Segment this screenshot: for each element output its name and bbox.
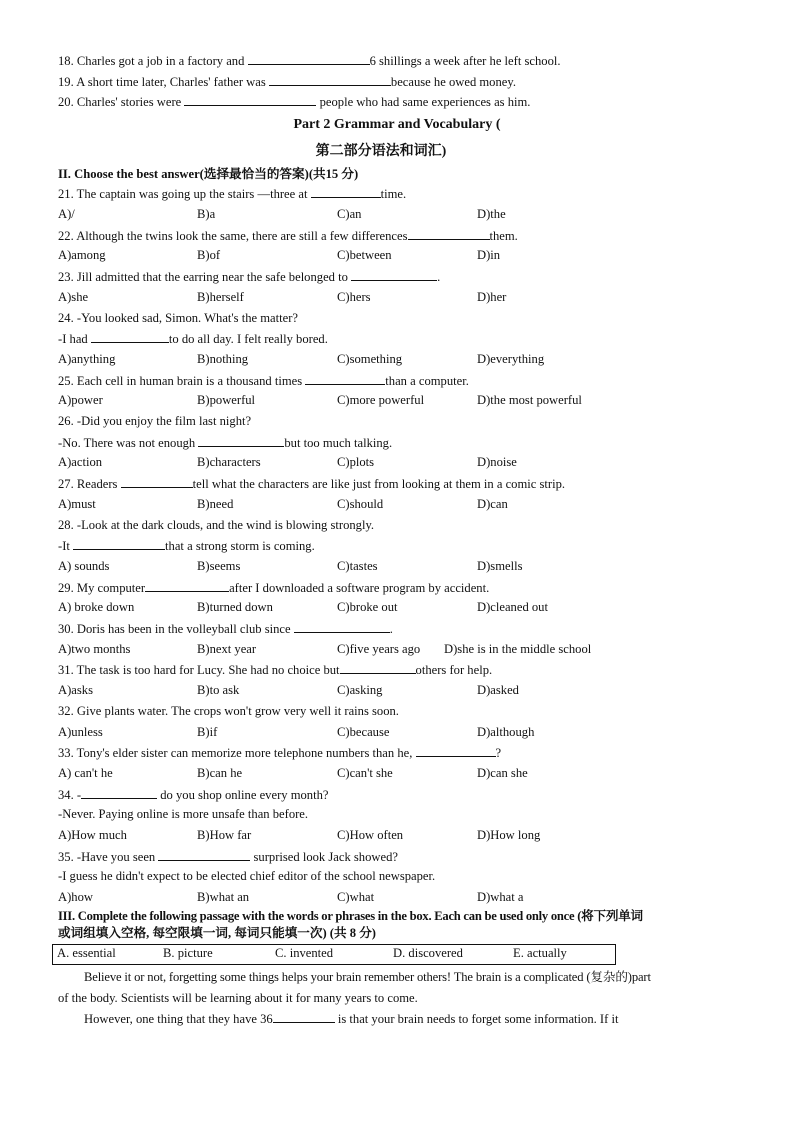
question-26-option-a[interactable]: A)action — [58, 455, 103, 470]
question-34-option-c[interactable]: C)How often — [337, 828, 404, 842]
answer-blank[interactable] — [269, 73, 391, 86]
question-21-option-b[interactable]: B)a — [197, 207, 216, 221]
question-32-option-a[interactable]: A)unless — [58, 724, 103, 739]
fill-item-text: because he owed money. — [390, 74, 516, 89]
answer-blank[interactable] — [248, 52, 370, 65]
answer-blank[interactable] — [416, 744, 496, 757]
question-21-line — [58, 185, 406, 202]
passage-text: is that your brain needs to forget some information. If it — [334, 1012, 619, 1027]
answer-blank[interactable] — [198, 434, 284, 447]
answer-blank[interactable] — [81, 786, 157, 799]
question-24-option-c[interactable]: C)something — [337, 351, 403, 366]
question-28-line — [58, 537, 315, 554]
question-text: 27. Readers — [58, 477, 121, 492]
question-text: that a strong storm is coming. — [165, 539, 315, 554]
answer-blank[interactable] — [408, 227, 490, 240]
question-24-option-d[interactable]: D)everything — [477, 351, 545, 366]
question-33-option-c[interactable]: C)can't she — [337, 765, 393, 780]
question-text: . — [437, 270, 441, 285]
question-text: do you shop online every month? — [157, 787, 329, 802]
question-text: time. — [380, 187, 407, 202]
question-22-option-b[interactable]: B)of — [197, 248, 221, 263]
question-22-option-c[interactable]: C)between — [337, 248, 392, 263]
section-iii-heading: III. Complete the following passage with the words or phrases in the box. Each can be used only once (将下列单词 — [58, 908, 643, 923]
question-32-option-b[interactable]: B)if — [197, 724, 218, 739]
answer-blank[interactable] — [145, 579, 229, 592]
question-29-option-b[interactable]: B)turned down — [197, 600, 273, 615]
question-31-option-b[interactable]: B)to ask — [197, 683, 240, 698]
question-30-line — [58, 620, 393, 637]
question-30-option-b[interactable]: B)next year — [197, 641, 257, 656]
question-33-option-b[interactable]: B)can he — [197, 765, 243, 780]
question-23-option-c[interactable]: C)hers — [337, 289, 371, 304]
question-text: 26. -Did you enjoy the film last night? — [58, 414, 252, 428]
answer-blank[interactable] — [121, 475, 193, 488]
question-34-line — [58, 786, 328, 803]
question-25-option-b[interactable]: B)powerful — [197, 393, 256, 408]
question-22-option-a[interactable]: A)among — [58, 248, 106, 263]
question-33-option-d[interactable]: D)can she — [477, 765, 528, 780]
question-text: but too much talking. — [284, 435, 393, 450]
fill-item-18 — [58, 52, 561, 69]
answer-blank[interactable] — [91, 330, 169, 343]
question-28-option-c[interactable]: C)tastes — [337, 558, 378, 573]
question-21-option-c[interactable]: C)an — [337, 207, 362, 221]
question-text: -Never. Paying online is more unsafe than before. — [58, 807, 309, 822]
question-text: ? — [495, 746, 502, 761]
word-box — [52, 944, 616, 965]
question-23-option-a[interactable]: A)she — [58, 289, 89, 304]
question-25-option-c[interactable]: C)more powerful — [337, 393, 425, 408]
question-35-option-a[interactable]: A)how — [58, 890, 93, 905]
question-31-option-c[interactable]: C)asking — [337, 683, 383, 698]
question-26-option-b[interactable]: B)characters — [197, 455, 261, 470]
passage-line — [58, 1010, 736, 1027]
word-box-option: E. actually — [513, 945, 567, 960]
question-30-option-c[interactable]: C)five years ago — [337, 641, 421, 656]
question-27-option-a[interactable]: A)must — [58, 496, 96, 511]
answer-blank[interactable] — [184, 93, 316, 106]
question-27-option-b[interactable]: B)need — [197, 496, 234, 511]
question-text: 33. Tony's elder sister can memorize more telephone numbers than he, — [58, 746, 416, 761]
word-box-option: A. essential — [57, 945, 116, 960]
question-25-line — [58, 372, 469, 389]
question-text: 28. -Look at the dark clouds, and the wind is blowing strongly. — [58, 517, 375, 532]
word-box-option: C. invented — [275, 945, 334, 960]
question-30-option-a[interactable]: A)two months — [58, 641, 131, 656]
question-text: 22. Although the twins look the same, there are still a few differences — [58, 228, 408, 243]
question-32-line — [58, 703, 399, 719]
answer-blank[interactable] — [305, 372, 385, 385]
fill-item-text: 6 shillings a week after he left school. — [369, 54, 561, 68]
question-text: 24. -You looked sad, Simon. What's the matter? — [58, 310, 299, 325]
part2-subtitle: 第二部分语法和词汇) — [315, 144, 447, 160]
question-26-option-d[interactable]: D)noise — [477, 455, 517, 470]
question-23-line — [58, 268, 440, 285]
question-text: 21. The captain was going up the stairs —three at — [58, 187, 311, 202]
question-26-line — [58, 413, 251, 429]
question-29-option-a[interactable]: A) broke down — [58, 600, 135, 615]
question-31-option-a[interactable]: A)asks — [58, 683, 93, 698]
question-28-line — [58, 517, 374, 533]
question-text: 23. Jill admitted that the earring near the safe belonged to — [58, 270, 352, 285]
question-27-line — [58, 475, 565, 492]
question-text: than a computer. — [385, 373, 469, 388]
section-iii-heading-cont: 或词组填入空格, 每空限填一词, 每词只能填一次) (共 8 分) — [58, 925, 376, 940]
fill-item-text: 18. Charles got a job in a factory and — [58, 54, 248, 68]
fill-item-text: 20. Charles' stories were — [58, 95, 185, 110]
question-35-line — [58, 848, 398, 865]
part2-title: Part 2 Grammar and Vocabulary ( — [293, 117, 501, 133]
question-31-option-d[interactable]: D)asked — [477, 683, 519, 698]
word-box-option: D. discovered — [393, 945, 463, 960]
answer-blank[interactable] — [158, 848, 250, 861]
question-text: 25. Each cell in human brain is a thousand times — [58, 373, 306, 388]
question-text: -It — [58, 539, 74, 554]
fill-item-text: people who had same experiences as him. — [316, 95, 531, 110]
question-24-line — [58, 330, 328, 347]
question-text: to do all day. I felt really bored. — [168, 332, 328, 347]
question-28-option-d[interactable]: D)smells — [477, 558, 523, 573]
question-24-option-a[interactable]: A)anything — [58, 351, 116, 366]
question-text: 29. My computer — [58, 580, 146, 595]
question-text: . — [389, 622, 393, 636]
question-29-option-c[interactable]: C)broke out — [337, 600, 398, 615]
section-ii-heading: II. Choose the best answer(选择最恰当的答案)(共15 分) — [58, 167, 359, 182]
question-26-line — [58, 434, 392, 451]
answer-blank-36[interactable] — [273, 1010, 335, 1023]
question-24-line — [58, 310, 298, 326]
question-21-option-a[interactable]: A)/ — [58, 207, 75, 221]
answer-blank[interactable] — [351, 268, 437, 281]
question-34-option-b[interactable]: B)How far — [197, 828, 252, 842]
question-27-option-d[interactable]: D)can — [477, 496, 508, 511]
question-25-option-a[interactable]: A)power — [58, 393, 103, 408]
question-text: 32. Give plants water. The crops won't grow very well it rains soon. — [58, 703, 399, 718]
answer-blank[interactable] — [294, 620, 390, 633]
question-text: 31. The task is too hard for Lucy. She had no choice but — [58, 663, 340, 678]
question-26-option-c[interactable]: C)plots — [337, 455, 375, 470]
question-28-option-a[interactable]: A) sounds — [58, 558, 110, 573]
answer-blank[interactable] — [311, 185, 381, 198]
question-text: them. — [489, 228, 518, 243]
question-text: surprised look Jack showed? — [250, 849, 398, 864]
question-34-line — [58, 806, 308, 822]
question-28-option-b[interactable]: B)seems — [197, 558, 241, 573]
question-33-option-a[interactable]: A) can't he — [58, 765, 113, 780]
question-22-line — [58, 227, 518, 244]
question-29-line — [58, 579, 489, 596]
question-text: after I downloaded a software program by accident. — [229, 580, 490, 595]
question-22-option-d[interactable]: D)in — [477, 248, 501, 263]
question-23-option-b[interactable]: B)herself — [197, 289, 244, 304]
passage-line: Believe it or not, forgetting some things helps your brain remember others! The brain is a complicated (复杂的)part — [84, 969, 651, 984]
question-24-option-b[interactable]: B)nothing — [197, 351, 249, 366]
question-27-option-c[interactable]: C)should — [337, 496, 384, 511]
question-text: 34. - — [58, 787, 82, 802]
question-35-line — [58, 868, 435, 884]
passage-text: However, one thing that they have 36 — [84, 1012, 273, 1027]
question-35-option-c[interactable]: C)what — [337, 890, 375, 905]
question-text: tell what the characters are like just from looking at them in a comic strip. — [192, 477, 566, 492]
question-text: others for help. — [415, 663, 493, 678]
question-25-option-d[interactable]: D)the most powerful — [477, 393, 582, 408]
passage-line: of the body. Scientists will be learning about it for many years to come. — [58, 990, 418, 1005]
question-31-line — [58, 661, 492, 678]
answer-blank[interactable] — [340, 661, 416, 674]
answer-blank[interactable] — [73, 537, 165, 550]
question-text: 30. Doris has been in the volleyball club since — [58, 622, 294, 636]
question-30-option-d[interactable]: D)she is in the middle school — [444, 641, 592, 656]
fill-item-20 — [58, 93, 530, 110]
question-29-option-d[interactable]: D)cleaned out — [477, 600, 548, 615]
question-34-option-a[interactable]: A)How much — [58, 828, 127, 842]
question-35-option-b[interactable]: B)what an — [197, 890, 250, 905]
question-32-option-d[interactable]: D)although — [477, 724, 535, 739]
fill-item-text: 19. A short time later, Charles' father was — [58, 74, 269, 89]
word-box-option: B. picture — [163, 945, 213, 960]
question-34-option-d[interactable]: D)How long — [477, 828, 541, 842]
question-33-line — [58, 744, 501, 761]
question-text: -No. There was not enough — [58, 435, 199, 450]
question-32-option-c[interactable]: C)because — [337, 724, 390, 739]
fill-item-19 — [58, 73, 516, 90]
question-21-option-d[interactable]: D)the — [477, 207, 506, 221]
question-text: -I guess he didn't expect to be elected chief editor of the school newspaper. — [58, 869, 436, 884]
question-35-option-d[interactable]: D)what a — [477, 890, 524, 905]
question-text: 35. -Have you seen — [58, 849, 159, 864]
question-text: -I had — [58, 332, 91, 347]
question-23-option-d[interactable]: D)her — [477, 289, 507, 304]
